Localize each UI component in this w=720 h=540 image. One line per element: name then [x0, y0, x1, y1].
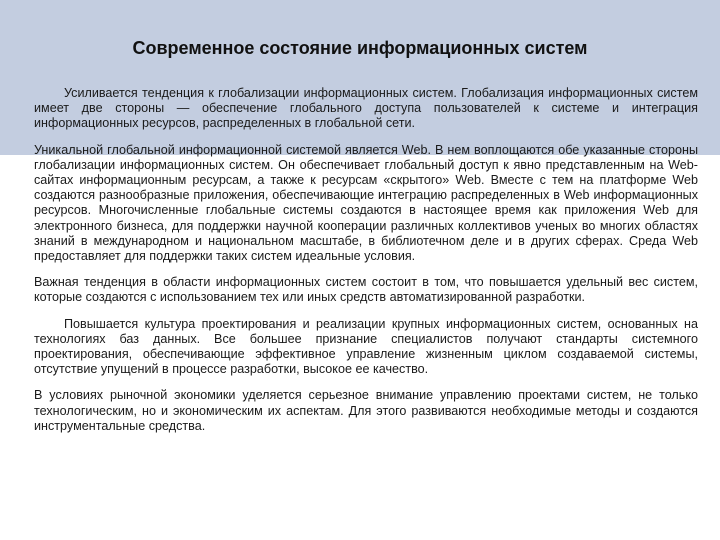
- document-body: [34, 86, 698, 434]
- paragraph-automation: Важная тенденция в области информационных систем состоит в том, что повышается удельный вес систем, которые создаются с использованием тех или иных средств автоматизированной разработки.: [34, 275, 698, 305]
- paragraph-design-culture: Повышается культура проектирования и реализации крупных информационных систем, основанных на технологиях баз данных. Все большее признание специалистов получают стандарты системного проектирования, обеспечивающие эффективное управление жизненным циклом создаваемой системы, отсутствие упущений в процессе разработки, высокое ее качество.: [34, 316, 698, 377]
- page-title: Современное состояние информационных систем: [132, 38, 588, 58]
- paragraph-globalization: Усиливается тенденция к глобализации информационных систем. Глобализация информационных систем имеет две стороны — обеспечение глобального доступа пользователей к системе и интеграция информационных ресурсов, распределенных в глобальной сети.: [34, 86, 698, 131]
- paragraph-project-management: В условиях рыночной экономики уделяется серьезное внимание управлению проектами систем, не только технологическим, но и экономическим их аспектам. Для этого развиваются необходимые методы и создаются инструментальные средства.: [34, 388, 698, 433]
- paragraph-web: Уникальной глобальной информационной системой является Web. В нем воплощаются обе указанные стороны глобализации информационных систем. Он обеспечивает глобальный доступ к явно представленным на Web-сайтах информационным ресурсам, а также к ресурсам «скрытого» Web. Вместе с тем на платформе Web создаются разнообразные приложения, обеспечивающие интеграцию распределенных в Web информационных ресурсов. Многочисленные глобальные системы создаются в настоящее время как приложения Web для электронного бизнеса, для поддержки научной кооперации различных коллективов ученых во многих областях знаний в международном и национальном масштабе, в библиотечном деле и в других сферах. Среда Web предоставляет для поддержки таких систем идеальные условия.: [34, 142, 698, 264]
